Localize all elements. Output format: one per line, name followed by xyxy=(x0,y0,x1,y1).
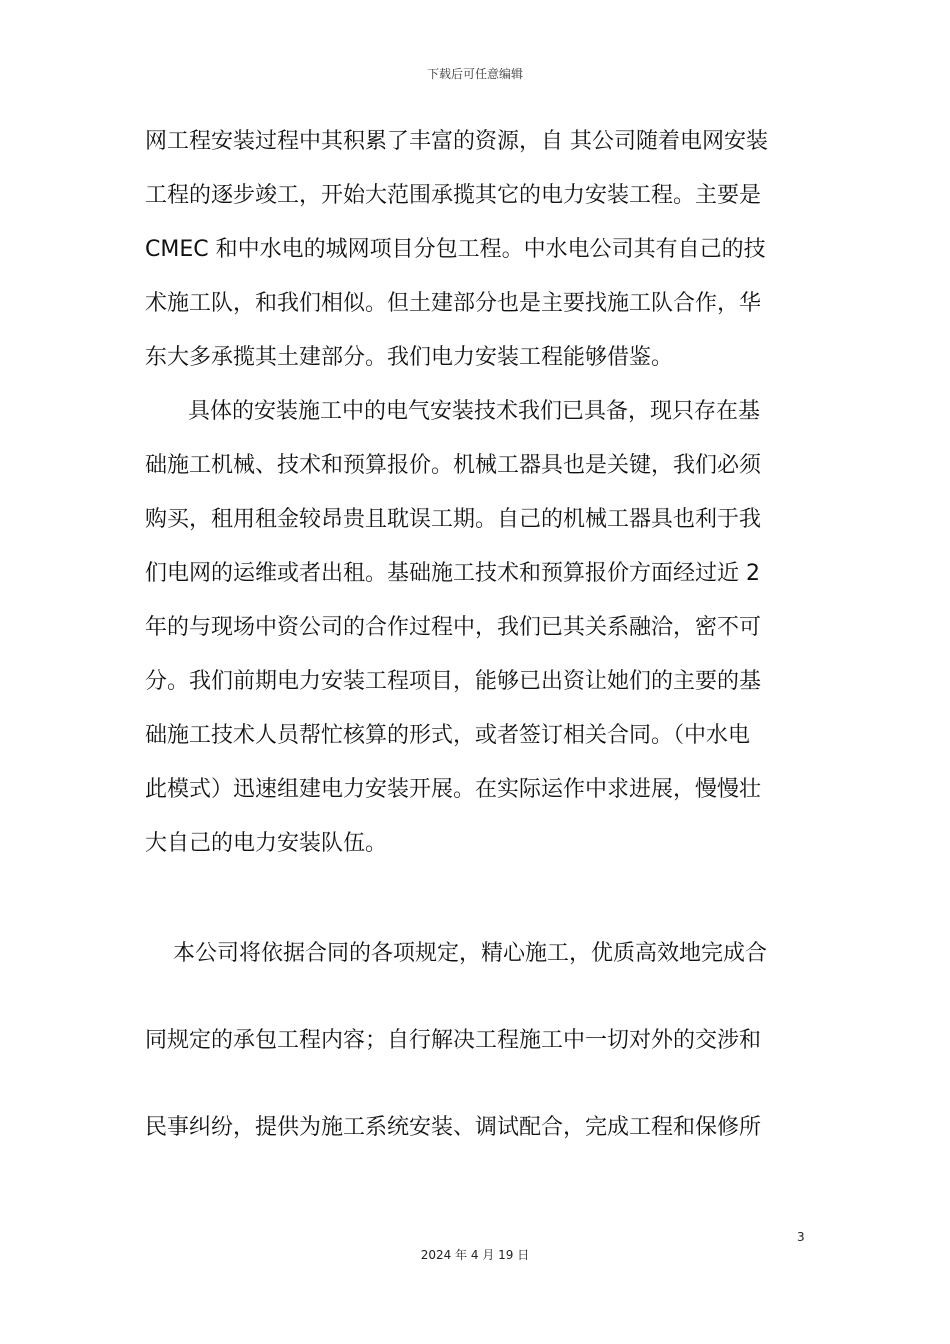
text-line: 本公司将依据合同的各项规定，精心施工，优质高效地完成合 xyxy=(173,941,768,966)
text-line: 购买，租用租金较昂贵且耽误工期。自己的机械工器具也利于我 xyxy=(145,507,762,532)
text-line: 东大多承揽其土建部分。我们电力安装工程能够借鉴。 xyxy=(145,345,674,370)
page-header-note: 下载后可任意编辑 xyxy=(426,67,523,81)
text-line: 术施工队，和我们相似。但土建部分也是主要找施工队合作，华 xyxy=(145,291,762,316)
text-line: 网工程安装过程中其积累了丰富的资源，自 其公司随着电网安装 xyxy=(145,129,768,154)
footer-date: 2024 年 4 月 19 日 xyxy=(420,1248,530,1262)
text-line: 此模式）迅速组建电力安装开展。在实际运作中求进展，慢慢壮 xyxy=(145,777,762,802)
text-line: 工程的逐步竣工，开始大范围承揽其它的电力安装工程。主要是 xyxy=(145,183,762,208)
text-line: 具体的安装施工中的电气安装技术我们已具备，现只存在基 xyxy=(188,399,761,424)
text-line: CMEC 和中水电的城网项目分包工程。中水电公司其有自己的技 xyxy=(145,237,766,262)
page-number: 3 xyxy=(797,1230,805,1244)
text-line: 分。我们前期电力安装工程项目，能够已出资让她们的主要的基 xyxy=(145,669,762,694)
text-line: 们电网的运维或者出租。基础施工技术和预算报价方面经过近 2 xyxy=(145,561,760,586)
text-line: 年的与现场中资公司的合作过程中，我们已其关系融洽，密不可 xyxy=(145,615,762,640)
text-line: 同规定的承包工程内容；自行解决工程施工中一切对外的交涉和 xyxy=(145,1028,762,1053)
text-line: 础施工技术人员帮忙核算的形式，或者签订相关合同。（中水电 xyxy=(145,723,751,748)
text-line: 础施工机械、技术和预算报价。机械工器具也是关键，我们必须 xyxy=(145,453,762,478)
text-line: 大自己的电力安装队伍。 xyxy=(145,831,388,856)
text-line: 民事纠纷，提供为施工系统安装、调试配合，完成工程和保修所 xyxy=(145,1115,762,1140)
